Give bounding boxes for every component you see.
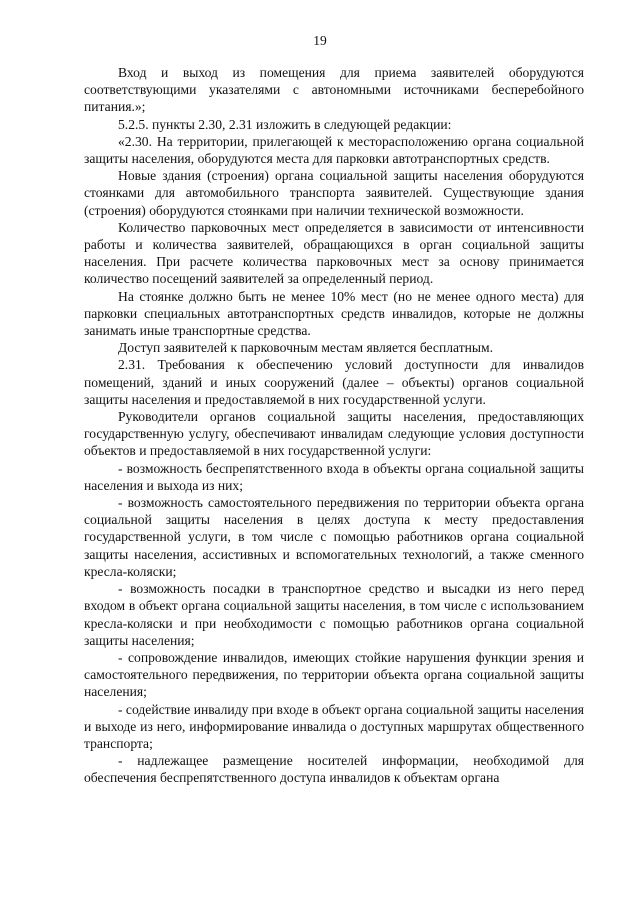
list-item-escort: - сопровождение инвалидов, имеющих стойкие нарушения функции зрения и самостоятельного передвижения, по территории объекта органа социальной защиты населения; bbox=[84, 649, 584, 700]
paragraph-entrance-exit: Вход и выход из помещения для приема заявителей оборудуются соответствующими указателями с автономными источниками бесперебойного питания.»; bbox=[84, 65, 584, 115]
paragraph-clause-2-31: 2.31. Требования к обеспечению условий доступности для инвалидов помещений, зданий и иных сооружений (далее – объекты) органов социальной защиты населения и предоставляемой в них государственной услуги. bbox=[84, 357, 584, 407]
list-item-movement: - возможность самостоятельного передвижения по территории объекта органа социальной защиты населения в целях доступа к месту предоставления государственной услуги, в том числе с помощью работников органа социальной защиты населения, ассистивных и вспомогательных технологий, а также сменного кресла-коляски; bbox=[84, 495, 584, 579]
list-item-information: - надлежащее размещение носителей информации, необходимой для обеспечения беспрепятственного доступа инвалидов к объектам органа bbox=[84, 753, 584, 786]
paragraph-disabled-parking: На стоянке должно быть не менее 10% мест (но не менее одного места) для парковки специальных автотранспортных средств инвалидов, которые не должны занимать иные транспортные средства. bbox=[84, 288, 584, 339]
list-item-assistance: - содействие инвалиду при входе в объект органа социальной защиты населения и выходе из него, информирование инвалида о доступных маршрутах общественного транспорта; bbox=[84, 701, 584, 751]
list-item-boarding: - возможность посадки в транспортное средство и высадки из него перед входом в объект органа социальной защиты населения, в том числе с использованием кресла-коляски и при необходимости с помощью работников органа социальной защиты населения; bbox=[84, 581, 584, 648]
page-number: 19 bbox=[313, 33, 327, 48]
paragraph-parking-count: Количество парковочных мест определяется в зависимости от интенсивности работы и количества заявителей, обращающихся в орган социальной защиты населения. При расчете количества парковочных мест за основу принимается количество посещений заявителей за определенный период. bbox=[84, 219, 584, 287]
paragraph-amendment-5-2-5: 5.2.5. пункты 2.30, 2.31 изложить в следующей редакции: bbox=[118, 116, 452, 132]
paragraph-heads-ensure: Руководители органов социальной защиты населения, предоставляющих государственную услугу, обеспечивают инвалидам следующие условия доступности объектов и предоставляемой в них государственной услуги: bbox=[84, 409, 584, 459]
paragraph-new-buildings-parking: Новые здания (строения) органа социальной защиты населения оборудуются стоянками для автомобильного транспорта заявителей. Существующие здания (строения) оборудуются стоянками при наличии технической возможности. bbox=[84, 168, 584, 218]
paragraph-clause-2-30: «2.30. На территории, прилегающей к месторасположению органа социальной защиты населения, оборудуются места для парковки автотранспортных средств. bbox=[84, 133, 584, 167]
paragraph-free-parking: Доступ заявителей к парковочным местам является бесплатным. bbox=[118, 340, 494, 356]
list-item-entrance: - возможность беспрепятственного входа в объекты органа социальной защиты населения и выхода из них; bbox=[84, 460, 584, 493]
document-body bbox=[84, 64, 584, 787]
